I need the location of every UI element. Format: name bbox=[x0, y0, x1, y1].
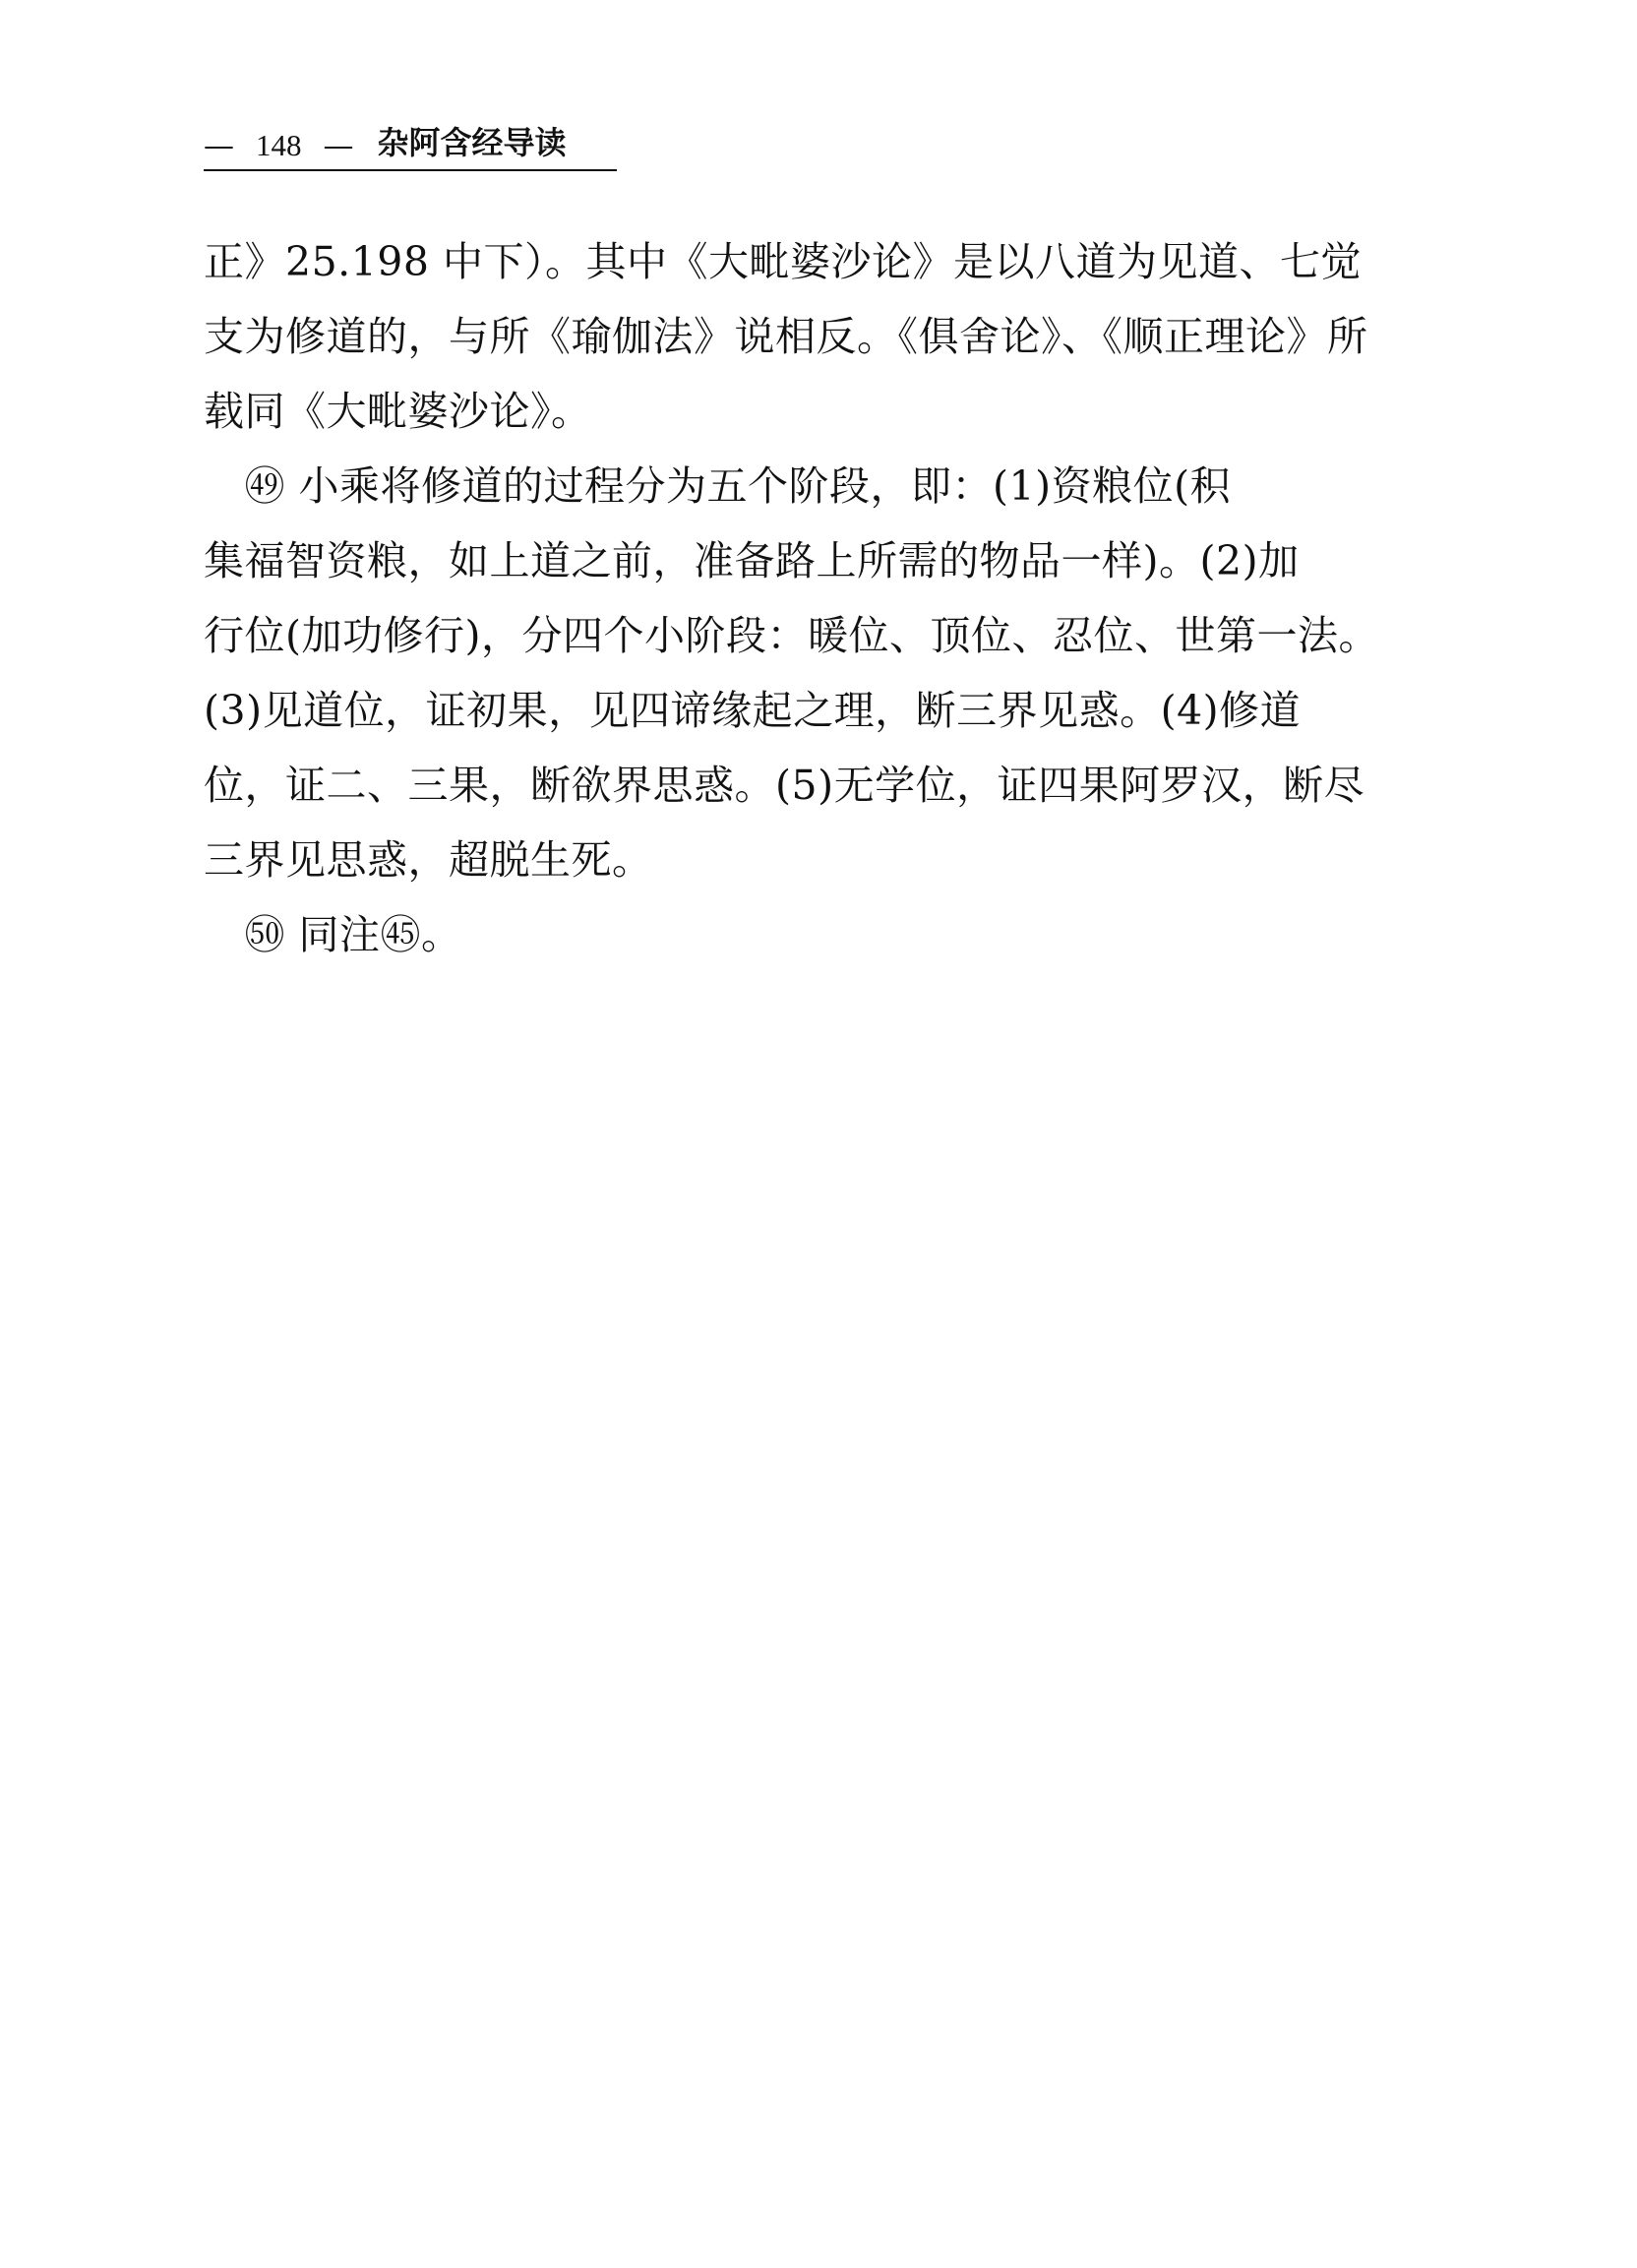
text-line: 载同《大毗婆沙论》。 bbox=[204, 388, 592, 435]
text-line: 三界见思惑，超脱生死。 bbox=[204, 836, 653, 884]
paragraph bbox=[204, 224, 1420, 449]
page-number: 148 bbox=[256, 128, 302, 162]
text-line: 支为修道的，与所《瑜伽法》说相反。《俱舍论》、《顺正理论》所 bbox=[204, 313, 1368, 360]
body-text bbox=[204, 224, 1420, 972]
book-title: 杂阿含经导读 bbox=[377, 124, 567, 161]
paragraph bbox=[204, 897, 1420, 972]
text-line: ㊾ 小乘将修道的过程分为五个阶段，即：(1)资粮位(积 bbox=[204, 462, 1232, 510]
text-line: ㊿ 同注㊺。 bbox=[204, 911, 462, 958]
header-dash-right: — bbox=[323, 128, 354, 163]
running-header bbox=[204, 116, 617, 171]
text-line: 位，证二、三果，断欲界思惑。(5)无学位，证四果阿罗汉，断尽 bbox=[204, 762, 1365, 809]
paragraph bbox=[204, 449, 1420, 897]
text-line: 行位(加功修行)，分四个小阶段：暖位、顶位、忍位、世第一法。 bbox=[204, 612, 1379, 659]
text-line: (3)见道位，证初果，见四谛缘起之理，断三界见惑。(4)修道 bbox=[204, 687, 1302, 734]
text-line: 正》25.198 中下）。其中《大毗婆沙论》是以八道为见道、七觉 bbox=[204, 238, 1362, 285]
text-line: 集福智资粮，如上道之前，准备路上所需的物品一样)。(2)加 bbox=[204, 537, 1300, 584]
header-dash-left: — bbox=[204, 128, 234, 163]
